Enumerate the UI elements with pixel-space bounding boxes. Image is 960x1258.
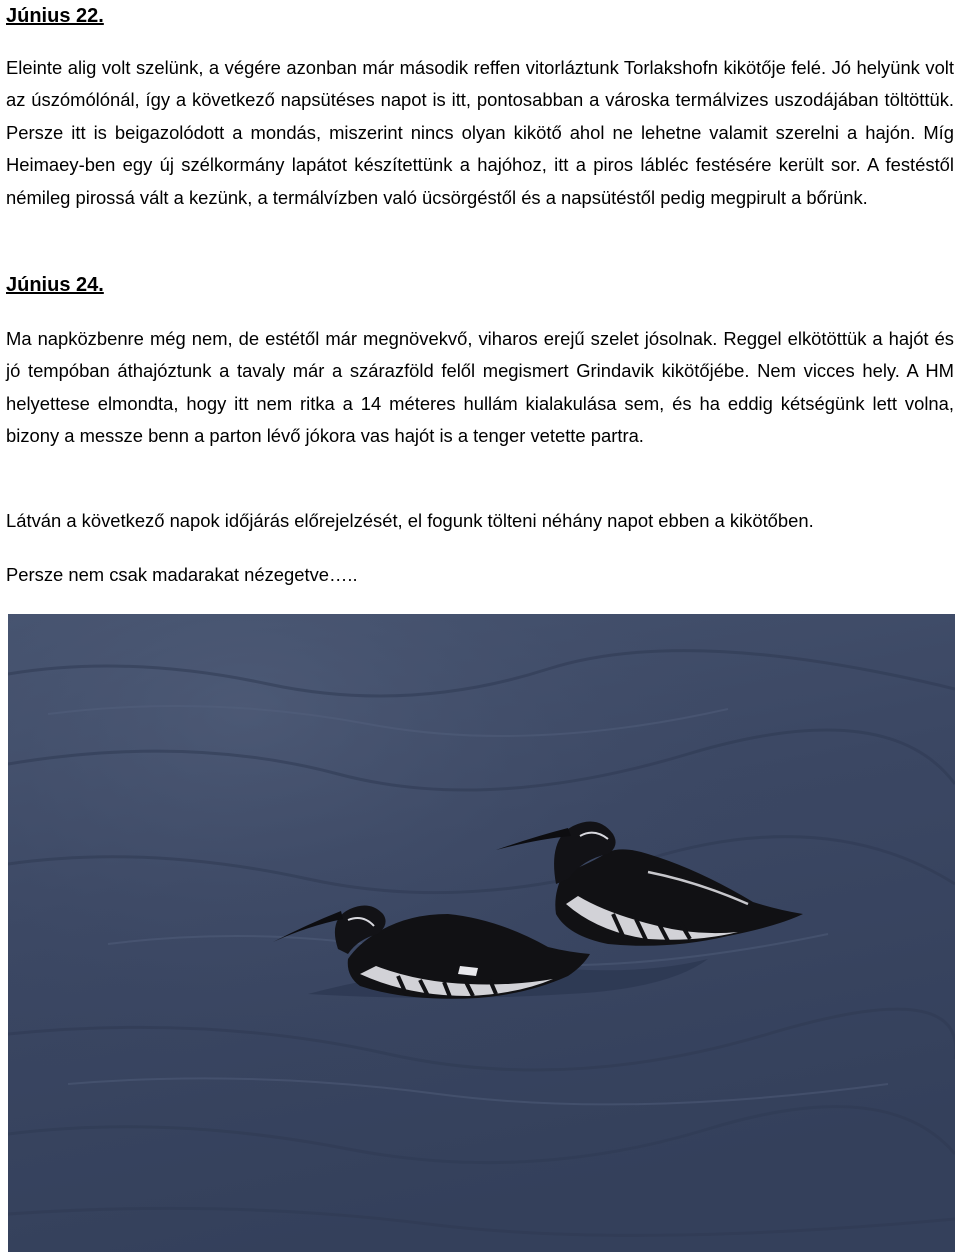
heading-june-24: Június 24. <box>6 274 104 296</box>
paragraph-birds: Persze nem csak madarakat nézegetve….. <box>6 564 358 585</box>
guillemots-photo <box>8 614 955 1252</box>
paragraph-june-22: Eleinte alig volt szelünk, a végére azonban már második reffen vitorláztunk Torlakshofn kikötője felé. Jó helyünk volt az úszómólónál, így a következő napsütéses napot is itt, pontosabban a városka termálvizes uszodájában töltöttük. Persze itt is beigazolódott a mondás, miszerint nincs olyan kikötő ahol ne lehetne valamit szerelni a hajón. Míg Heimaey-ben egy új szélkormány lapátot készítettünk a hajóhoz, itt a piros lábléc festésére került sor. A festéstől némileg pirossá vált a kezünk, a termálvízben való ücsörgéstől és a napsütéstől pedig megpirult a bőrünk. <box>6 57 954 208</box>
heading-june-22: Június 22. <box>6 5 104 27</box>
paragraph-june-24-storm: Ma napközbenre még nem, de estétől már megnövekvő, viharos erejű szelet jósolnak. Reggel elkötöttük a hajót és jó tempóban áthajóztunk a tavaly már a szárazföld felől megismert Grindavik kikötőjébe. Nem vicces hely. A HM helyettese elmondta, hogy itt nem ritka a 14 méteres hullám kialakulása sem, és ha eddig kétségünk lett volna, bizony a messze benn a parton lévő jókora vas hajót is a tenger vetette partra. <box>6 328 954 447</box>
paragraph-forecast: Látván a következő napok időjárás előrejelzését, el fogunk tölteni néhány napot ebben a kikötőben. <box>6 510 814 531</box>
